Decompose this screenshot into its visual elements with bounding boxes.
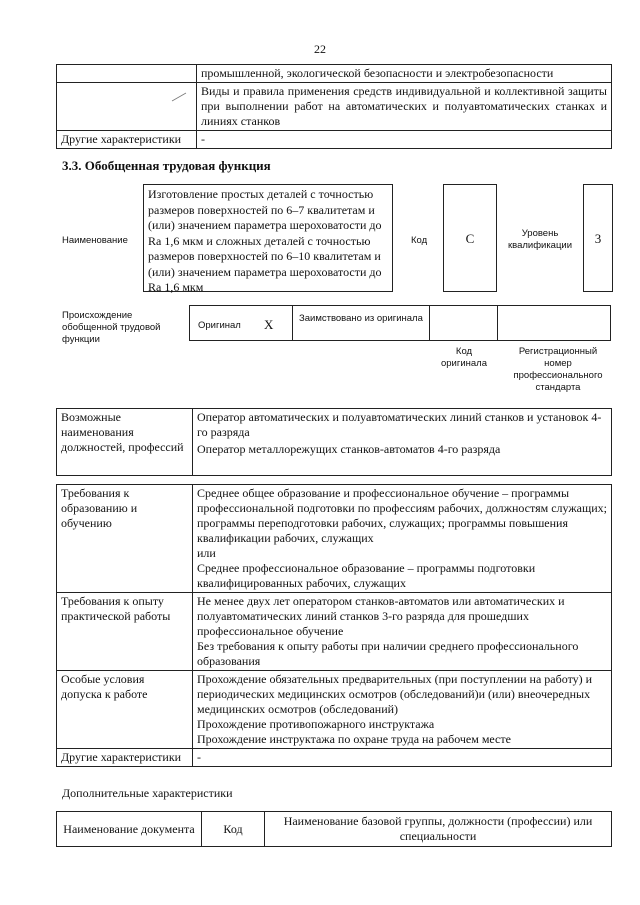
top-continuation-table — [56, 64, 612, 149]
positions-label: Возможные наименования должностей, профессий — [57, 409, 193, 476]
row-value: Виды и правила применения средств индивидуальной и коллективной защиты при выполнении работ на автоматических и полуавтоматических станках и линиях станков — [197, 83, 612, 131]
table-row — [57, 671, 612, 749]
requirements-table — [56, 484, 612, 767]
requirement-line: Без требования к опыту работы при наличии среднего профессионального образования — [197, 639, 579, 668]
table-row — [57, 83, 612, 131]
row-value: промышленной, экологической безопасности и электробезопасности — [197, 65, 612, 83]
table-row — [57, 65, 612, 83]
requirement-line: Среднее общее образование и профессиональное обучение – программы профессиональной подготовки по профессиям рабочих, должностям служащих; программы переподготовки рабочих, служащих; программы повышения квалификации рабочих, служащих — [197, 486, 607, 545]
original-code-label: Код оригинала — [440, 346, 487, 369]
column-header-code: Код — [202, 812, 265, 847]
row-label: Другие характеристики — [57, 131, 197, 149]
extra-characteristics-table — [56, 811, 612, 847]
code-value: C — [465, 231, 475, 246]
name-label: Наименование — [62, 235, 128, 246]
requirement-label: Требования к опыту практической работы — [57, 593, 193, 671]
requirement-line: Прохождение обязательных предварительных (при поступлении на работу) и периодических медицинских осмотров (обследований)и (или) внеочередных медицинских осмотров (обследований) — [197, 672, 593, 716]
row-label — [57, 83, 197, 131]
requirement-line: - — [197, 750, 201, 764]
column-header-base-group: Наименование базовой группы, должности (профессии) или специальности — [265, 812, 612, 847]
requirement-line: Среднее профессиональное образование – программы подготовки квалифицированных рабочих, служащих — [197, 561, 536, 590]
table-row — [57, 485, 612, 593]
origin-divider — [429, 305, 430, 341]
function-name-box: Изготовление простых деталей с точностью размеров поверхностей по 6–7 квалитетам и (или) значением параметра шероховатости до Ra 1,6 мкм и сложных деталей с точностью размеров поверхностей по 6–10 квалитетам и (или) значением параметра шероховатости до Ra 1,6 мкм — [143, 184, 393, 292]
positions-table — [56, 408, 612, 476]
requirement-label: Другие характеристики — [57, 749, 193, 767]
original-label: Оригинал — [198, 320, 241, 331]
requirement-line: Не менее двух лет оператором станков-автоматов или автоматических и полуавтоматических линий станков 3-го разряда для прошедших профессиональное обучение — [197, 594, 565, 638]
page-number: 22 — [314, 42, 326, 56]
qualification-level-label: Уровень квалификации — [507, 228, 573, 251]
origin-divider — [292, 305, 293, 341]
original-mark: X — [264, 317, 274, 332]
requirement-value — [193, 593, 612, 671]
requirement-label: Особые условия допуска к работе — [57, 671, 193, 749]
row-label — [57, 65, 197, 83]
qualification-level-value: 3 — [594, 231, 602, 246]
table-row — [57, 131, 612, 149]
row-value: - — [197, 131, 612, 149]
requirement-value — [193, 485, 612, 593]
requirement-line: или — [197, 546, 216, 560]
pen-mark-icon — [170, 92, 188, 102]
requirement-line: Прохождение противопожарного инструктажа — [197, 717, 435, 731]
extra-characteristics-title: Дополнительные характеристики — [62, 786, 233, 800]
registration-number-label: Регистрационный номер профессионального стандарта — [513, 346, 603, 393]
position-name: Оператор металлорежущих станков-автоматов 4-го разряда — [193, 441, 612, 476]
origin-label: Происхождение обобщенной трудовой функции — [62, 310, 161, 345]
column-header-document: Наименование документа — [57, 812, 202, 847]
code-label: Код — [411, 235, 428, 246]
requirement-label: Требования к образованию и обучению — [57, 485, 193, 593]
origin-divider — [497, 305, 498, 341]
position-name: Оператор автоматических и полуавтоматических линий станков и установок 4-го разряда — [193, 409, 612, 442]
requirement-value — [193, 749, 612, 767]
section-title: 3.3. Обобщенная трудовая функция — [62, 158, 271, 173]
table-row — [57, 409, 612, 442]
table-header-row — [57, 812, 612, 847]
table-row — [57, 749, 612, 767]
requirement-line: Прохождение инструктажа по охране труда на рабочем месте — [197, 732, 511, 746]
borrowed-label: Заимствовано из оригинала — [299, 313, 423, 324]
requirement-value — [193, 671, 612, 749]
table-row — [57, 593, 612, 671]
